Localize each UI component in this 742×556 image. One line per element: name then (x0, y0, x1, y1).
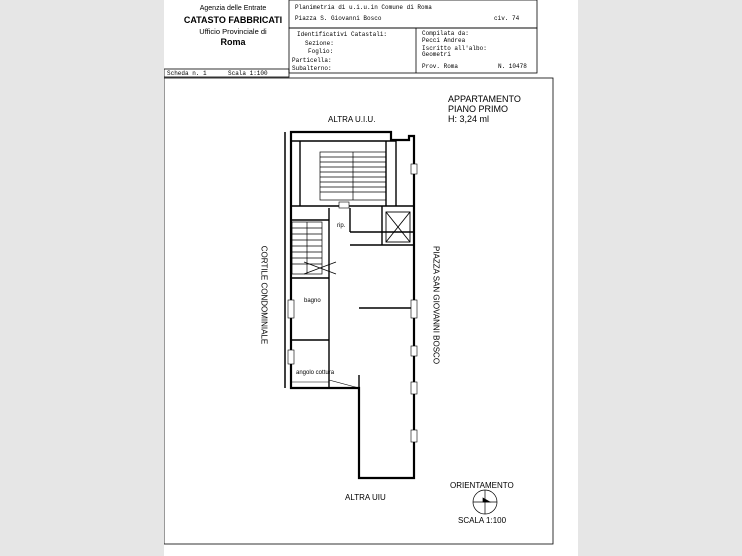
catasto-title: CATASTO FABBRICATI (183, 15, 283, 25)
plan-floor: PIANO PRIMO (448, 104, 509, 114)
sezione-label: Sezione: (305, 40, 334, 47)
register-number: N. 10478 (498, 63, 527, 70)
inner-walls (291, 141, 414, 388)
drawing-scale: SCALA 1:100 (458, 516, 507, 525)
sheet-number: Scheda n. 1 (167, 70, 207, 77)
plan-heading: APPARTAMENTO (448, 94, 521, 104)
outer-walls (285, 132, 414, 478)
subalterno-label: Subalterno: (292, 65, 332, 72)
sheet-scale: Scala 1:100 (228, 70, 268, 77)
lift-shaft (386, 212, 410, 242)
compiler-label: Compilata da: (422, 30, 469, 37)
register-label: Iscritto all'albo: (422, 45, 487, 52)
plan-height: H: 3,24 ml (448, 114, 490, 124)
agency-name: Agenzia delle Entrate (199, 5, 267, 12)
address: Piazza S. Giovanni Bosco (295, 15, 382, 22)
cadastral-sheet (164, 0, 578, 556)
foglio-label: Foglio: (308, 48, 334, 55)
particella-label: Particella: (292, 57, 332, 64)
office-city: Roma (220, 37, 246, 47)
label-top-neighbor: ALTRA U.I.U. (328, 115, 376, 124)
label-courtyard: CORTILE CONDOMINIALE (259, 245, 269, 345)
compiler-name: Pecci Andrea (422, 37, 466, 44)
ids-title: Identificativi Catastali: (297, 31, 388, 38)
north-arrow (473, 490, 497, 514)
kitchen-counter (292, 380, 359, 388)
label-kitchen: angolo cottura (296, 370, 335, 376)
main-stair (320, 152, 386, 200)
register-value: Geometri (422, 51, 451, 58)
label-piazza: PIAZZA SAN GIOVANNI BOSCO (431, 245, 441, 365)
civic-number: civ. 74 (494, 15, 520, 22)
floor-plan (164, 0, 578, 556)
orientation-label: ORIENTAMENTO (450, 481, 514, 490)
office-name: Ufficio Provinciale di (199, 27, 267, 36)
label-bottom-neighbor: ALTRA UIU (345, 493, 386, 502)
plan-title: Planimetria di u.i.u.in Comune di Roma (295, 4, 432, 11)
province: Prov. Roma (422, 63, 459, 70)
label-bathroom: bagno (304, 298, 321, 304)
label-storage: rip. (337, 223, 346, 229)
